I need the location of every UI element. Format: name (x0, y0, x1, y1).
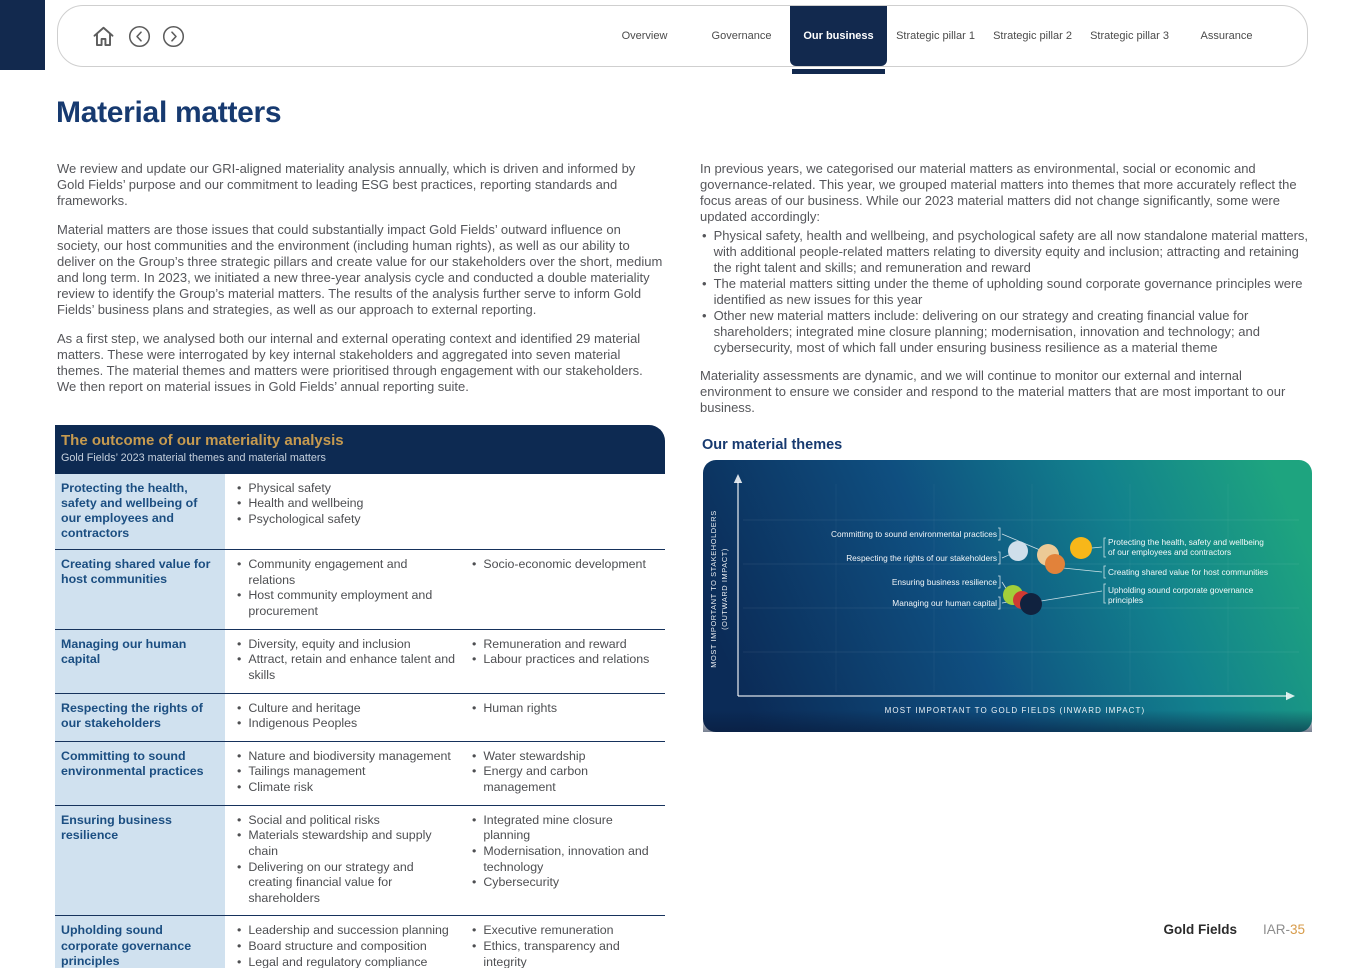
page-footer (1163, 922, 1305, 937)
materiality-table (55, 425, 665, 968)
left-column (57, 161, 663, 968)
tab-assurance[interactable]: Assurance (1200, 30, 1253, 42)
matter-item: • Physical safety (237, 480, 331, 495)
footer-page-ref (1263, 922, 1305, 937)
table-row (55, 742, 665, 806)
tab-strategic-pillar-3[interactable]: Strategic pillar 3 (1090, 30, 1169, 42)
svg-text:Creating shared value for host: Creating shared value for host communities (1108, 567, 1269, 577)
chart-heading: Our material themes (702, 437, 843, 453)
table-row (55, 474, 665, 551)
svg-text:principles: principles (1108, 595, 1144, 605)
matters-col2 (460, 694, 665, 741)
matter-item: • Delivering on our strategy and creating financial value for shareholders (237, 859, 414, 905)
matter-item: • Climate risk (237, 780, 314, 795)
matter-item: • Indigenous Peoples (237, 716, 358, 731)
theme-cell: Upholding sound corporate governance principles (55, 916, 225, 968)
tab-governance[interactable]: Governance (711, 30, 772, 42)
matter-item: • Culture and heritage (237, 700, 361, 715)
materiality-table-header (55, 425, 665, 474)
svg-text:Ensuring business resilience: Ensuring business resilience (891, 577, 997, 587)
svg-text:Managing our human capital: Managing our human capital (892, 598, 997, 608)
matters-col1 (225, 742, 460, 805)
matter-item: • Human rights (472, 700, 558, 715)
matters-col2 (460, 630, 665, 693)
footer-page-number: 35 (1289, 922, 1305, 937)
chevron-left-icon (128, 25, 151, 48)
matter-item: • Remuneration and reward (472, 636, 627, 651)
matter-item: • Board structure and composition (237, 939, 427, 954)
table-row (55, 694, 665, 742)
svg-text:MOST IMPORTANT TO GOLD FIELDS: MOST IMPORTANT TO GOLD FIELDS (INWARD IMPACT) (884, 706, 1146, 715)
matter-item: • Community engagement and relations (237, 557, 408, 587)
nav-tabs (596, 6, 1275, 66)
matters-col1 (225, 806, 460, 916)
matter-item: • Cybersecurity (472, 875, 560, 890)
right-bullet-list (700, 228, 1312, 356)
theme-cell: Respecting the rights of our stakeholders (55, 694, 225, 741)
svg-text:Committing to sound environmen: Committing to sound environmental practices (830, 529, 997, 539)
matter-item: • Health and wellbeing (237, 496, 364, 511)
matter-item: • Energy and carbon management (472, 764, 589, 795)
body-paragraph: We review and update our GRI-aligned materiality analysis annually, which is driven and informed by Gold Fields’ purpose and our commitment to leading ESG best practices, reporting standards and frameworks. (57, 161, 636, 208)
tab-our-business[interactable]: Our business (790, 6, 887, 66)
matter-item: • Psychological safety (237, 511, 361, 526)
matters-col1 (225, 550, 460, 629)
matter-item: • Modernisation, innovation and technology (472, 843, 649, 874)
matter-item: • Water stewardship (472, 748, 586, 763)
matters-col1 (225, 474, 460, 550)
matter-item: • Tailings management (237, 764, 366, 779)
materiality-table-title: The outcome of our materiality analysis (61, 432, 344, 449)
table-row (55, 916, 665, 968)
matter-item: • Leadership and succession planning (237, 923, 449, 938)
materiality-table-rows (55, 474, 665, 968)
right-intro-paragraph: In previous years, we categorised our material matters as environmental, social or economic and governance-related. This year, we grouped material matters into themes that more accurately reflect the focus areas of our business. While our 2023 material matters did not change significantly, some were updated accordingly: (700, 161, 1297, 224)
footer-brand: Gold Fields (1163, 922, 1237, 937)
intro-paragraphs (57, 161, 663, 395)
bullet-item: • Physical safety, health and wellbeing, and psychological safety are all now standalone material matters, with additional people-related matters relating to diversity equity and inclusion; attracting and retaining the right talent and skills; and remuneration and reward (702, 227, 1309, 275)
footer-page-label: IAR- (1262, 922, 1290, 937)
matter-item: • Diversity, equity and inclusion (237, 636, 411, 651)
back-button[interactable] (128, 25, 151, 48)
body-paragraph: As a first step, we analysed both our internal and external operating context and identified 29 material matters. These were interrogated by key internal stakeholders and aggregated into seven material themes. The material themes and matters were prioritised through engagement with our stakeholders. We then report on material issues in Gold Fields’ annual reporting suite. (57, 330, 643, 394)
matter-item: • Socio-economic development (472, 557, 646, 572)
nav-controls (90, 6, 185, 66)
table-row (55, 550, 665, 630)
chevron-right-icon (162, 25, 185, 48)
body-paragraph: Material matters are those issues that could substantially impact Gold Fields’ outward influence on society, our host communities and the environment (including human rights), as well as our ability to deliver on the Group’s three strategic pillars and create value for our stakeholders over the short, medium and long term. In 2023, we initiated a new three-year analysis cycle and conducted a double materiality review to identify the Group’s material matters. The results of the analysis further serve to inform Gold Fields’ business plans and strategies, as well as our approach to external reporting. (57, 221, 663, 317)
material-themes-chart (703, 460, 1312, 732)
matter-item: • Materials stewardship and supply chain (237, 828, 432, 858)
matter-item: • Legal and regulatory compliance (237, 954, 428, 968)
right-outro-paragraph: Materiality assessments are dynamic, and we will continue to monitor our external and internal environment to ensure we consider and respond to the material matters that are most important to our business. (700, 367, 1286, 415)
page-title: Material matters (56, 96, 282, 129)
svg-text:(OUTWARD IMPACT): (OUTWARD IMPACT) (720, 548, 729, 630)
table-row (55, 806, 665, 917)
matter-item: • Executive remuneration (472, 923, 614, 938)
tab-overview[interactable]: Overview (621, 30, 668, 42)
corner-accent-bar (0, 0, 45, 70)
matters-col2 (460, 742, 665, 805)
bullet-item: • The material matters sitting under the theme of upholding sound corporate governance principles were identified as new issues for this year (702, 275, 1303, 307)
table-row (55, 630, 665, 694)
matter-item: • Labour practices and relations (472, 652, 650, 667)
matter-item: • Attract, retain and enhance talent and skills (237, 652, 455, 682)
svg-text:Respecting the rights of our s: Respecting the rights of our stakeholders (846, 553, 997, 563)
material-themes-scatter (703, 460, 1312, 732)
theme-cell: Managing our human capital (55, 630, 225, 693)
matter-item: • Integrated mine closure planning (472, 812, 613, 843)
forward-button[interactable] (162, 25, 185, 48)
matter-item: • Ethics, transparency and integrity (472, 939, 620, 968)
matters-col2 (460, 550, 665, 629)
theme-cell: Creating shared value for host communities (55, 550, 225, 629)
materiality-table-subtitle: Gold Fields’ 2023 material themes and material matters (61, 452, 326, 465)
matters-col2 (460, 474, 665, 550)
matter-item: • Nature and biodiversity management (237, 748, 451, 763)
svg-text:Protecting the health, safety: Protecting the health, safety and wellbeing (1108, 537, 1264, 547)
matters-col1 (225, 630, 460, 693)
tab-strategic-pillar-1[interactable]: Strategic pillar 1 (896, 30, 975, 42)
tab-strategic-pillar-2[interactable]: Strategic pillar 2 (993, 30, 1072, 42)
home-icon (90, 23, 117, 50)
right-column (700, 161, 1312, 429)
matters-col1 (225, 694, 460, 741)
top-navbar (57, 5, 1308, 67)
home-button[interactable] (90, 23, 117, 50)
matters-col2 (460, 806, 665, 916)
matters-col1 (225, 916, 460, 968)
matters-col2 (460, 916, 665, 968)
svg-text:Upholding sound corporate gove: Upholding sound corporate governance (1108, 585, 1254, 595)
theme-cell: Protecting the health, safety and wellbeing of our employees and contractors (55, 474, 225, 550)
theme-cell: Committing to sound environmental practices (55, 742, 225, 805)
svg-text:of our employees and contracto: of our employees and contractors (1108, 547, 1232, 557)
matter-item: • Host community employment and procurement (237, 588, 433, 619)
matter-item: • Social and political risks (237, 812, 380, 827)
theme-cell: Ensuring business resilience (55, 806, 225, 916)
bullet-item: • Other new material matters include: delivering on our strategy and creating financial value for shareholders; integrated mine closure planning; modernisation, innovation and technology; and cybersecurity, most of which fall under ensuring business resilience as a material theme (702, 307, 1260, 355)
svg-text:MOST IMPORTANT TO STAKEHOLDERS: MOST IMPORTANT TO STAKEHOLDERS (709, 510, 718, 668)
